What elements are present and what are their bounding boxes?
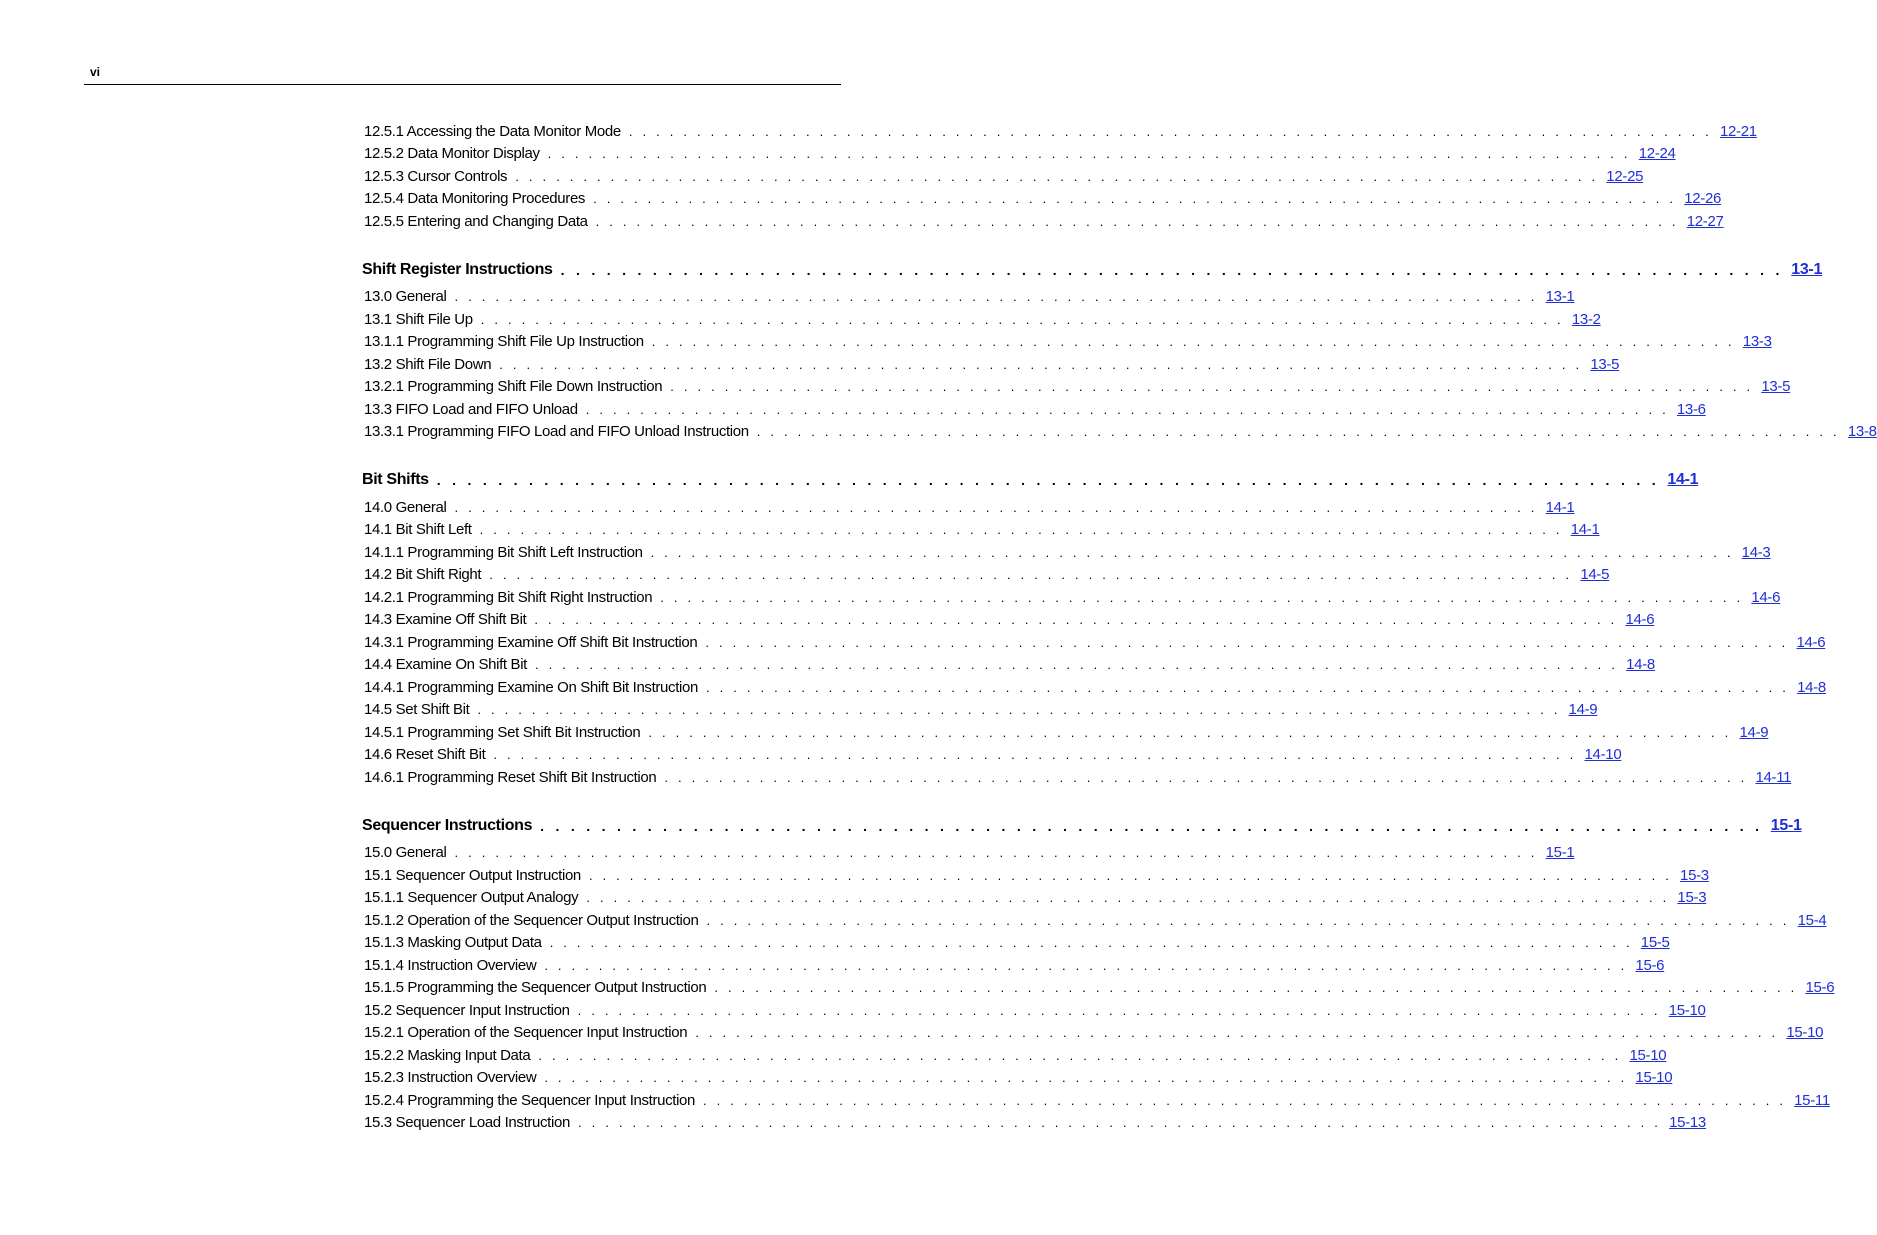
toc-heading-label: Shift Register Instructions [362,260,553,278]
dot-leader: . . . . . . . . . . . . . . . . . . . . . . . . . . . . . . . . . . . . . . . . . . . . . . . . . . . . . . . . . . . . . . . . . . . . . . . . . . . . . . . . [540,817,1763,834]
toc-entry-page-link[interactable]: 13-6 [1676,400,1706,418]
toc-entry-label: 15.1.5 Programming the Sequencer Output Instruction [364,979,707,996]
dot-leader: . . . . . . . . . . . . . . . . . . . . . . . . . . . . . . . . . . . . . . . . . . . . . . . . . . . . . . . . . . . . . . . . . . . . . . . . . . . . . . . . [538,1047,1622,1063]
toc-entry-label: 13.1.1 Programming Shift File Up Instruction [364,333,644,350]
toc-entry[interactable] [362,862,1709,885]
toc-entry[interactable] [362,1065,1673,1088]
dot-leader: . . . . . . . . . . . . . . . . . . . . . . . . . . . . . . . . . . . . . . . . . . . . . . . . . . . . . . . . . . . . . . . . . . . . . . . . . . . . . . . . [535,657,1619,672]
toc-entry-page-link[interactable]: 14-8 [1626,656,1655,673]
toc-entry[interactable] [362,517,1600,540]
dot-leader: . . . . . . . . . . . . . . . . . . . . . . . . . . . . . . . . . . . . . . . . . . . . . . . . . . . . . . . . . . . . . . . . . . . . . . . . . . . . . . . . [628,123,1712,139]
dot-leader: . . . . . . . . . . . . . . . . . . . . . . . . . . . . . . . . . . . . . . . . . . . . . . . . . . . . . . . . . . . . . . . . . . . . . . . . . . . . . . . . [651,334,1735,349]
toc-section-heading[interactable] [362,255,1823,279]
dot-leader: . . . . . . . . . . . . . . . . . . . . . . . . . . . . . . . . . . . . . . . . . . . . . . . . . . . . . . . . . . . . . . . . . . . . . . . . . . . . . . . . [499,356,1583,372]
toc-heading-page-link[interactable]: 15-1 [1770,816,1802,834]
dot-leader: . . . . . . . . . . . . . . . . . . . . . . . . . . . . . . . . . . . . . . . . . . . . . . . . . . . . . . . . . . . . . . . . . . . . . . . . . . . . . . . . [648,724,1732,740]
toc-entry[interactable] [362,907,1827,930]
toc-entry[interactable] [362,885,1707,908]
toc-entry-label: 15.0 General [364,844,447,861]
toc-entry-page-link[interactable]: 14-6 [1625,611,1655,628]
toc-entry[interactable] [362,997,1706,1020]
toc-entry-label: 15.2 Sequencer Input Instruction [364,1001,570,1019]
toc-entry-page-link[interactable]: 12-26 [1684,190,1722,207]
toc-entry[interactable] [362,1087,1830,1110]
toc-entry-page-link[interactable]: 15-4 [1797,911,1827,929]
header-rule [84,84,841,85]
toc-entry-label: 15.1 Sequencer Output Instruction [364,866,581,884]
dot-leader: . . . . . . . . . . . . . . . . . . . . . . . . . . . . . . . . . . . . . . . . . . . . . . . . . . . . . . . . . . . . . . . . . . . . . . . . . . . . . . . . [705,634,1789,650]
toc-entry-label: 15.1.4 Instruction Overview [364,956,537,974]
toc-entry-page-link[interactable]: 15-10 [1635,1069,1673,1086]
toc-entry-page-link[interactable]: 14-9 [1568,701,1598,718]
dot-leader: . . . . . . . . . . . . . . . . . . . . . . . . . . . . . . . . . . . . . . . . . . . . . . . . . . . . . . . . . . . . . . . . . . . . . . . . . . . . . . . . [436,472,1660,488]
toc-heading-label: Sequencer Instructions [362,816,533,834]
toc-entry-page-link[interactable]: 14-11 [1755,768,1792,786]
dot-leader: . . . . . . . . . . . . . . . . . . . . . . . . . . . . . . . . . . . . . . . . . . . . . . . . . . . . . . . . . . . . . . . . . . . . . . . . . . . . . . . . [454,499,1538,515]
toc-entry-label: 13.3 FIFO Load and FIFO Unload [364,400,578,418]
toc-entry-label: 14.1 Bit Shift Left [364,521,472,538]
dot-leader: . . . . . . . . . . . . . . . . . . . . . . . . . . . . . . . . . . . . . . . . . . . . . . . . . . . . . . . . . . . . . . . . . . . . . . . . . . . . . . . . [670,379,1754,394]
toc-section-heading[interactable] [362,811,1802,835]
toc-entry[interactable] [362,306,1601,329]
dot-leader: . . . . . . . . . . . . . . . . . . . . . . . . . . . . . . . . . . . . . . . . . . . . . . . . . . . . . . . . . . . . . . . . . . . . . . . . . . . . . . . . [593,191,1677,206]
toc-entry-page-link[interactable]: 14-6 [1751,588,1781,606]
dot-leader: . . . . . . . . . . . . . . . . . . . . . . . . . . . . . . . . . . . . . . . . . . . . . . . . . . . . . . . . . . . . . . . . . . . . . . . . . . . . . . . . [595,213,1679,229]
toc-entry-label: 14.6.1 Programming Reset Shift Bit Instruction [364,768,657,786]
dot-leader: . . . . . . . . . . . . . . . . . . . . . . . . . . . . . . . . . . . . . . . . . . . . . . . . . . . . . . . . . . . . . . . . . . . . . . . . . . . . . . . . [705,679,1790,695]
dot-leader: . . . . . . . . . . . . . . . . . . . . . . . . . . . . . . . . . . . . . . . . . . . . . . . . . . . . . . . . . . . . . . . . . . . . . . . . . . . . . . . . [454,289,1538,304]
toc-entry-page-link[interactable]: 14-6 [1796,633,1826,651]
toc-entry-label: 13.2 Shift File Down [364,355,492,373]
dot-leader: . . . . . . . . . . . . . . . . . . . . . . . . . . . . . . . . . . . . . . . . . . . . . . . . . . . . . . . . . . . . . . . . . . . . . . . . . . . . . . . . [493,747,1577,762]
toc-entry[interactable] [362,584,1781,607]
toc-entry-label: 14.0 General [364,498,447,516]
dot-leader: . . . . . . . . . . . . . . . . . . . . . . . . . . . . . . . . . . . . . . . . . . . . . . . . . . . . . . . . . . . . . . . . . . . . . . . . . . . . . . . . [480,311,1564,327]
dot-leader: . . . . . . . . . . . . . . . . . . . . . . . . . . . . . . . . . . . . . . . . . . . . . . . . . . . . . . . . . . . . . . . . . . . . . . . . . . . . . . . . [650,544,1734,560]
toc-entry-page-link[interactable]: 15-6 [1805,979,1835,996]
toc-entry[interactable] [362,396,1706,419]
dot-leader: . . . . . . . . . . . . . . . . . . . . . . . . . . . . . . . . . . . . . . . . . . . . . . . . . . . . . . . . . . . . . . . . . . . . . . . . . . . . . . . . [454,845,1538,860]
dot-leader: . . . . . . . . . . . . . . . . . . . . . . . . . . . . . . . . . . . . . . . . . . . . . . . . . . . . . . . . . . . . . . . . . . . . . . . . . . . . . . . . [489,567,1573,582]
toc-entry-page-link[interactable]: 15-10 [1668,1001,1706,1019]
toc-entry-label: 14.3 Examine Off Shift Bit [364,611,527,628]
toc-entry-page-link[interactable]: 15-13 [1669,1114,1706,1131]
toc-entry[interactable] [362,742,1622,765]
toc-entry-label: 12.5.4 Data Monitoring Procedures [364,190,586,207]
toc-entry[interactable] [362,764,1792,787]
toc-entry-label: 14.4.1 Programming Examine On Shift Bit Instruction [364,678,698,696]
toc-entry-label: 13.3.1 Programming FIFO Load and FIFO Unload Instruction [364,423,749,440]
toc-entry[interactable] [362,163,1644,186]
toc-entry[interactable] [362,674,1826,697]
toc-entry-page-link[interactable]: 14-1 [1570,521,1600,538]
toc-entry-label: 12.5.3 Cursor Controls [364,167,508,185]
dot-leader: . . . . . . . . . . . . . . . . . . . . . . . . . . . . . . . . . . . . . . . . . . . . . . . . . . . . . . . . . . . . . . . . . . . . . . . . . . . . . . . . [477,702,1561,717]
toc-entry-page-link[interactable]: 12-24 [1638,145,1676,162]
toc-entry-page-link[interactable]: 15-1 [1545,844,1575,861]
toc-entry-page-link[interactable]: 12-27 [1686,212,1724,230]
toc-entry-label: 13.0 General [364,288,447,305]
dot-leader: . . . . . . . . . . . . . . . . . . . . . . . . . . . . . . . . . . . . . . . . . . . . . . . . . . . . . . . . . . . . . . . . . . . . . . . . . . . . . . . . [585,401,1669,417]
toc-entry-label: 15.1.3 Masking Output Data [364,934,542,951]
toc-entry-page-link[interactable]: 13-1 [1545,288,1575,305]
toc-entry-page-link[interactable]: 15-11 [1794,1091,1830,1109]
dot-leader: . . . . . . . . . . . . . . . . . . . . . . . . . . . . . . . . . . . . . . . . . . . . . . . . . . . . . . . . . . . . . . . . . . . . . . . . . . . . . . . . [703,1092,1787,1108]
toc-entry[interactable] [362,975,1835,998]
toc-entry-page-link[interactable]: 13-8 [1847,423,1877,440]
toc-entry-label: 14.4 Examine On Shift Bit [364,656,528,673]
toc-entry-page-link[interactable]: 12-25 [1606,167,1644,185]
dot-leader: . . . . . . . . . . . . . . . . . . . . . . . . . . . . . . . . . . . . . . . . . . . . . . . . . . . . . . . . . . . . . . . . . . . . . . . . . . . . . . . . [549,935,1633,950]
toc-entry-page-link[interactable]: 12-21 [1719,122,1757,140]
toc-entry[interactable] [362,374,1791,397]
toc-entry-label: 14.5 Set Shift Bit [364,701,470,718]
toc-entry-label: 15.2.2 Masking Input Data [364,1046,531,1064]
toc-entry[interactable] [362,141,1676,164]
toc-entry-label: 14.1.1 Programming Bit Shift Left Instruction [364,543,643,561]
toc-entry[interactable] [362,840,1575,863]
toc-entry-page-link[interactable]: 15-3 [1680,866,1709,884]
toc-entry-page-link[interactable]: 15-6 [1635,956,1665,974]
toc-entry-page-link[interactable]: 14-1 [1545,498,1575,516]
toc-entry-label: 15.1.2 Operation of the Sequencer Output Instruction [364,911,699,929]
dot-leader: . . . . . . . . . . . . . . . . . . . . . . . . . . . . . . . . . . . . . . . . . . . . . . . . . . . . . . . . . . . . . . . . . . . . . . . . . . . . . . . . [479,522,1563,537]
toc-entry-label: 15.2.3 Instruction Overview [364,1069,537,1086]
dot-leader: . . . . . . . . . . . . . . . . . . . . . . . . . . . . . . . . . . . . . . . . . . . . . . . . . . . . . . . . . . . . . . . . . . . . . . . . . . . . . . . . [577,1115,1662,1130]
toc-entry-label: 13.1 Shift File Up [364,310,473,328]
dot-leader: . . . . . . . . . . . . . . . . . . . . . . . . . . . . . . . . . . . . . . . . . . . . . . . . . . . . . . . . . . . . . . . . . . . . . . . . . . . . . . . . [534,612,1618,627]
toc-entry[interactable] [362,1042,1667,1065]
toc-entry[interactable] [362,629,1826,652]
dot-leader: . . . . . . . . . . . . . . . . . . . . . . . . . . . . . . . . . . . . . . . . . . . . . . . . . . . . . . . . . . . . . . . . . . . . . . . . . . . . . . . . [544,1070,1628,1085]
toc-entry[interactable] [362,952,1665,975]
dot-leader: . . . . . . . . . . . . . . . . . . . . . . . . . . . . . . . . . . . . . . . . . . . . . . . . . . . . . . . . . . . . . . . . . . . . . . . . . . . . . . . . [706,912,1790,928]
toc-entry-label: 14.5.1 Programming Set Shift Bit Instruction [364,723,641,741]
table-of-contents [362,118,1877,1132]
toc-section-heading[interactable] [362,465,1699,489]
toc-entry-page-link[interactable]: 13-5 [1590,355,1620,373]
toc-entry-label: 12.5.1 Accessing the Data Monitor Mode [364,122,621,140]
toc-entry-label: 14.2 Bit Shift Right [364,566,482,583]
dot-leader: . . . . . . . . . . . . . . . . . . . . . . . . . . . . . . . . . . . . . . . . . . . . . . . . . . . . . . . . . . . . . . . . . . . . . . . . . . . . . . . . [547,146,1631,161]
dot-leader: . . . . . . . . . . . . . . . . . . . . . . . . . . . . . . . . . . . . . . . . . . . . . . . . . . . . . . . . . . . . . . . . . . . . . . . . . . . . . . . . [588,867,1673,883]
toc-entry-page-link[interactable]: 14-10 [1584,746,1622,763]
dot-leader: . . . . . . . . . . . . . . . . . . . . . . . . . . . . . . . . . . . . . . . . . . . . . . . . . . . . . . . . . . . . . . . . . . . . . . . . . . . . . . . . [695,1025,1779,1040]
toc-entry[interactable] [362,494,1575,517]
toc-entry[interactable] [362,1020,1824,1043]
dot-leader: . . . . . . . . . . . . . . . . . . . . . . . . . . . . . . . . . . . . . . . . . . . . . . . . . . . . . . . . . . . . . . . . . . . . . . . . . . . . . . . . [544,957,1628,973]
toc-entry[interactable] [362,539,1771,562]
toc-entry-page-link[interactable]: 15-3 [1677,889,1707,906]
toc-entry-label: 12.5.5 Entering and Changing Data [364,212,588,230]
toc-entry-page-link[interactable]: 13-5 [1761,378,1791,395]
toc-heading-page-link[interactable]: 13-1 [1791,260,1823,278]
toc-entry-label: 15.2.4 Programming the Sequencer Input Instruction [364,1091,696,1109]
toc-entry[interactable] [362,562,1610,585]
page-number: vi [90,65,101,79]
toc-entry-page-link[interactable]: 15-10 [1786,1024,1824,1041]
toc-entry-label: 15.2.1 Operation of the Sequencer Input Instruction [364,1024,688,1041]
toc-entry-page-link[interactable]: 14-8 [1797,678,1826,696]
dot-leader: . . . . . . . . . . . . . . . . . . . . . . . . . . . . . . . . . . . . . . . . . . . . . . . . . . . . . . . . . . . . . . . . . . . . . . . . . . . . . . . . [660,589,1744,605]
dot-leader: . . . . . . . . . . . . . . . . . . . . . . . . . . . . . . . . . . . . . . . . . . . . . . . . . . . . . . . . . . . . . . . . . . . . . . . . . . . . . . . . [560,261,1784,278]
toc-entry[interactable] [362,284,1575,307]
toc-entry[interactable] [362,351,1620,374]
toc-entry-page-link[interactable]: 13-2 [1571,310,1601,328]
toc-entry[interactable] [362,1110,1706,1133]
toc-entry[interactable] [362,329,1772,352]
toc-entry-page-link[interactable]: 15-5 [1640,934,1670,951]
dot-leader: . . . . . . . . . . . . . . . . . . . . . . . . . . . . . . . . . . . . . . . . . . . . . . . . . . . . . . . . . . . . . . . . . . . . . . . . . . . . . . . . [756,424,1840,439]
dot-leader: . . . . . . . . . . . . . . . . . . . . . . . . . . . . . . . . . . . . . . . . . . . . . . . . . . . . . . . . . . . . . . . . . . . . . . . . . . . . . . . . [714,980,1798,995]
toc-entry-label: 15.1.1 Sequencer Output Analogy [364,889,579,906]
dot-leader: . . . . . . . . . . . . . . . . . . . . . . . . . . . . . . . . . . . . . . . . . . . . . . . . . . . . . . . . . . . . . . . . . . . . . . . . . . . . . . . . [515,168,1599,184]
toc-entry[interactable] [362,607,1655,630]
toc-entry-label: 13.2.1 Programming Shift File Down Instruction [364,378,663,395]
toc-entry[interactable] [362,652,1655,675]
toc-entry[interactable] [362,697,1598,720]
toc-entry-page-link[interactable]: 14-9 [1739,723,1769,741]
toc-entry[interactable] [362,930,1670,953]
toc-entry-page-link[interactable]: 14-3 [1741,543,1771,561]
toc-entry-label: 14.2.1 Programming Bit Shift Right Instruction [364,588,653,606]
toc-entry[interactable] [362,118,1757,141]
dot-leader: . . . . . . . . . . . . . . . . . . . . . . . . . . . . . . . . . . . . . . . . . . . . . . . . . . . . . . . . . . . . . . . . . . . . . . . . . . . . . . . . [586,890,1670,905]
toc-entry[interactable] [362,208,1724,231]
toc-entry-page-link[interactable]: 13-3 [1742,333,1772,350]
toc-entry[interactable] [362,419,1877,442]
toc-heading-label: Bit Shifts [362,471,429,488]
toc-entry-label: 15.3 Sequencer Load Instruction [364,1114,570,1131]
toc-entry-label: 14.3.1 Programming Examine Off Shift Bit Instruction [364,633,698,651]
toc-entry-page-link[interactable]: 15-10 [1629,1046,1667,1064]
toc-entry-label: 14.6 Reset Shift Bit [364,746,486,763]
toc-heading-page-link[interactable]: 14-1 [1667,471,1699,488]
toc-entry-page-link[interactable]: 14-5 [1580,566,1610,583]
toc-entry-label: 12.5.2 Data Monitor Display [364,145,540,162]
toc-entry[interactable] [362,186,1722,209]
dot-leader: . . . . . . . . . . . . . . . . . . . . . . . . . . . . . . . . . . . . . . . . . . . . . . . . . . . . . . . . . . . . . . . . . . . . . . . . . . . . . . . . [577,1002,1661,1018]
toc-entry[interactable] [362,719,1769,742]
dot-leader: . . . . . . . . . . . . . . . . . . . . . . . . . . . . . . . . . . . . . . . . . . . . . . . . . . . . . . . . . . . . . . . . . . . . . . . . . . . . . . . . [664,769,1748,785]
